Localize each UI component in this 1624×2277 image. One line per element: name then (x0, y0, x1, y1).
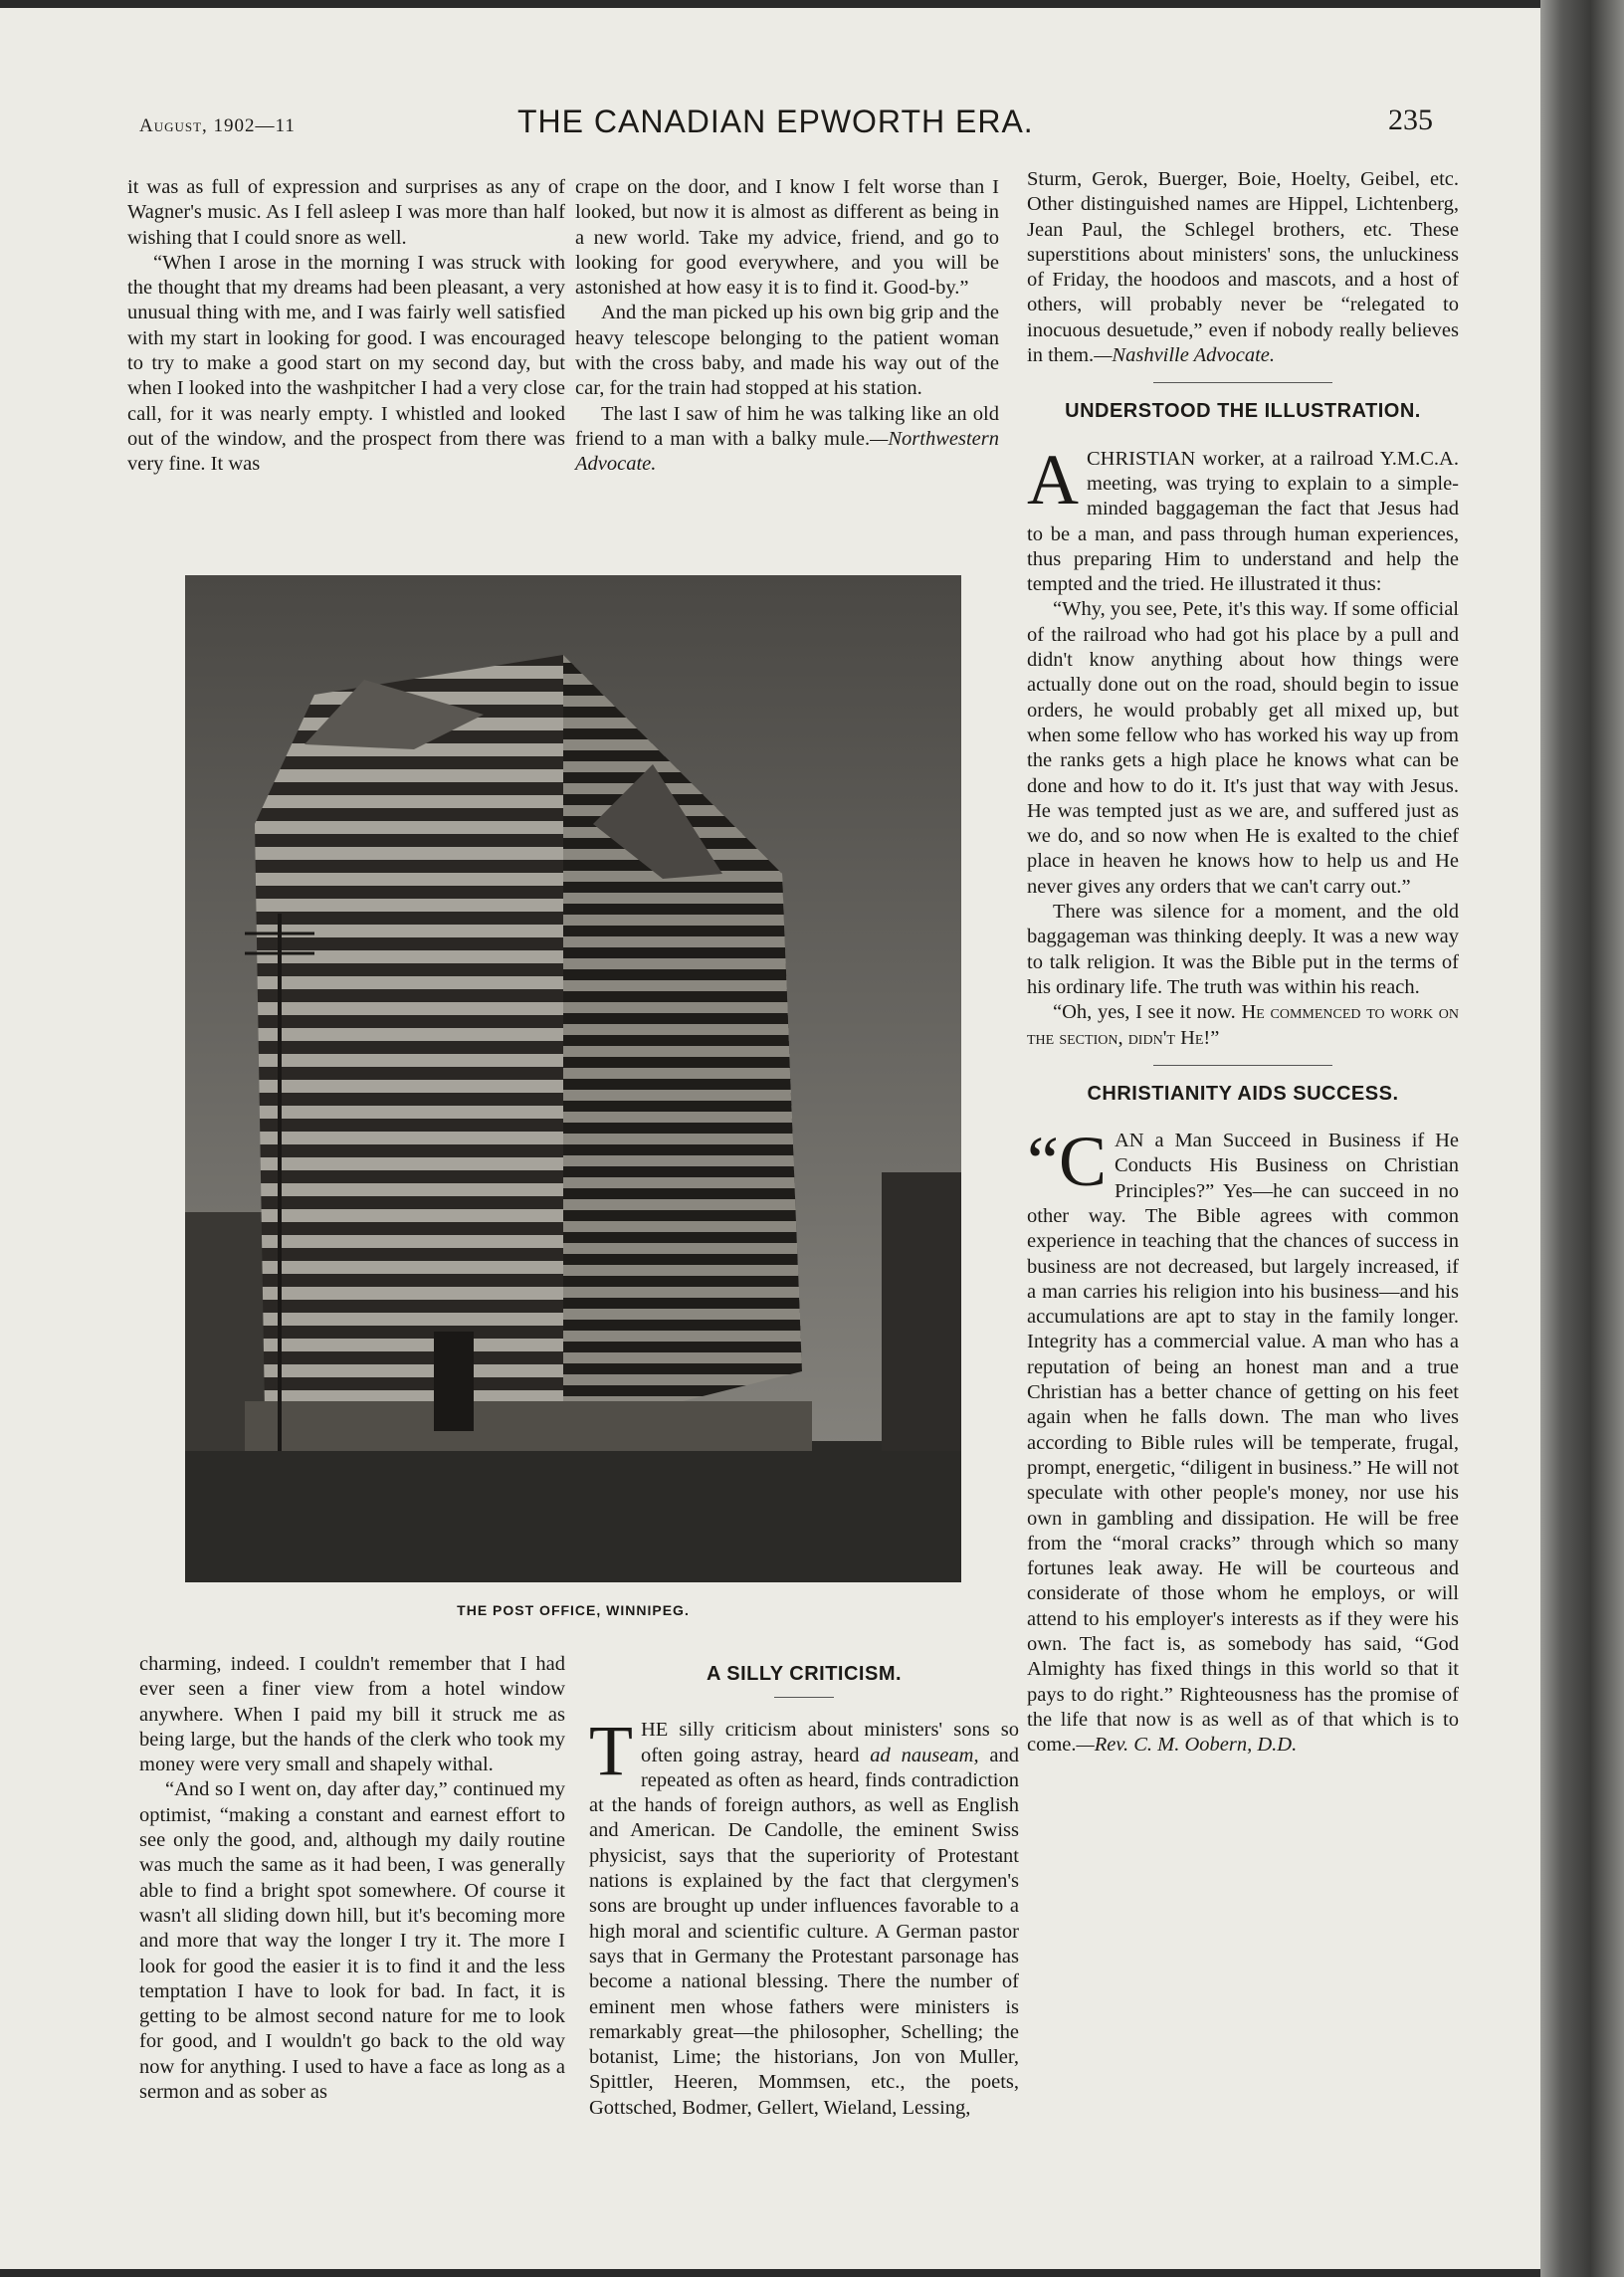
paragraph: And the man picked up his own big grip and the heavy telescope belonging to the patient woman with the cross baby, and made his way out of the car, for the train had stopped at his station. (575, 302, 999, 400)
article-heading-understood: UNDERSTOOD THE ILLUSTRATION. (1065, 400, 1421, 423)
paragraph: crape on the door, and I know I felt worse than I looked, but now it is almost as different as being in a new world. Take my advice, friend, and go to looking for good everywhere, and you will be astonished at how easy it is to find it. Good-by.” (575, 176, 999, 300)
photo-caption: THE POST OFFICE, WINNIPEG. (457, 1602, 690, 1618)
page-header (139, 104, 1433, 143)
paragraph (589, 1711, 1019, 2121)
paragraph-text: AN a Man Succeed in Business if He Conducts His Business on Christian Principles?” Yes—he can succeed in no other way. The Bible agrees with common experience in teaching that the chances of success in business are not decreased, but largely increased, if a man carries his religion into his business—and his accumulations are apt to stay in the family longer. Integrity has a commercial value. A man who has a reputation of being an honest man and a true Christian has a better chance of getting on his feet again when he falls down. The man who lives according to Bible rules will be temperate, frugal, prompt, energetic, “diligent in business.” He will not speculate with other people's money, nor use his own in gambling and dissipation. He will be free from the “moral cracks” through which so many fortunes leak away. He will be courteous and considerate of those whom he employs, or will attend to his employer's interests as if they were his own. The fact is, as somebody has said, “God Almighty has fixed things in this world so that it pays to do right.” Righteousness has the promise of the life that now is as well as of that which is to come. (1027, 1130, 1459, 1757)
drop-cap: “C (1027, 1122, 1107, 1202)
article-heading-silly-criticism: A SILLY CRITICISM. (706, 1663, 903, 1685)
paragraph-text: and repeated as often as heard, finds contradiction at the hands of foreign authors, as well as English and American. De Candolle, the eminent Swiss physicist, says that the superiority of Protestant nations is explained by the fact that clergymen's sons are brought up under influences favorable to a high moral and scientific culture. A German pastor says that in Germany the Protestant parsonage has become a national blessing. There the number of eminent men whose fathers were ministers is remarkably great—the philosopher, Schelling; the botanist, Lime; the historians, Jon von Muller, Spittler, Heeren, Mommsen, etc., the poets, Gottsched, Bodmer, Gellert, Wieland, Lessing, (589, 1744, 1019, 2119)
divider (1153, 1065, 1332, 1066)
paragraph: “And so I went on, day after day,” continued my optimist, “making a constant and earnest effort to see only the good, and, although my daily routine was much the same as it had been, I was generally able to find a bright spot somewhere. Of course it wasn't all sliding down hill, but it's becoming more and more that way the longer I try it. The more I look for good the easier it is to find it and the less temptation I have to look for bad. In fact, it is getting to be almost second nature for me to look for good, and I wouldn't go back to the old way now for anything. I used to have a face as long as a sermon and as sober as (139, 1778, 565, 2104)
drop-cap: A (1027, 439, 1079, 519)
small-caps-text: He commenced to work on the section, didn't He!” (1027, 1001, 1460, 1049)
paragraph: charming, indeed. I couldn't remember that I had ever seen a finer view from a hotel window anywhere. When I paid my bill it struck me as being large, but the hands of the clerk who took my money were very small and shapely withal. (139, 1653, 565, 1776)
issue-date: August, 1902—11 (139, 115, 296, 136)
divider (774, 1697, 834, 1698)
article-heading-christianity: CHRISTIANITY AIDS SUCCESS. (1087, 1082, 1399, 1105)
paragraph: it was as full of expression and surprises as any of Wagner's music. As I fell asleep I was more than half wishing that I could snore as well. (127, 176, 565, 249)
source-attribution: —Northwestern Advocate. (575, 427, 999, 476)
page-number: 235 (1388, 104, 1433, 136)
divider (1153, 382, 1332, 383)
paragraph (1027, 439, 1459, 598)
paragraph (575, 402, 999, 478)
column-1-bottom (139, 1652, 565, 2105)
drop-cap: T (589, 1711, 633, 1791)
paragraph-text: The last I saw of him he was talking like an old friend to a man with a balky mule. (575, 402, 999, 450)
paragraph (1027, 1122, 1459, 1758)
post-office-photo (185, 575, 961, 1582)
paragraph-text: Sturm, Gerok, Buerger, Boie, Hoelty, Geibel, etc. Other distinguished names are Hippel, Lichtenberg, Jean Paul, the Schlegel brothers, etc. These superstitions about ministers' sons, the unluckiness of Friday, the hoodoos and mascots, and a host of others, will probably never be “relegated to inocuous desuetude,” even if nobody really believes in them. (1027, 168, 1459, 367)
magazine-page (0, 8, 1540, 2269)
paragraph-text: HE silly criticism about ministers' sons so often going astray, heard (640, 1719, 1019, 1766)
paragraph: There was silence for a moment, and the old baggageman was thinking deeply. It was a new way to talk religion. It was the Bible put in the terms of his ordinary life. The truth was within his reach. (1027, 901, 1459, 998)
building-illustration (185, 575, 961, 1582)
italic-phrase: ad nauseam, (870, 1744, 979, 1766)
paragraph (1027, 1000, 1459, 1051)
source-attribution: —Rev. C. M. Oobern, D.D. (1076, 1734, 1298, 1757)
column-3 (1027, 167, 1459, 1759)
column-1-top (127, 175, 565, 478)
publication-title: THE CANADIAN EPWORTH ERA. (517, 104, 1034, 139)
paragraph-text: “Oh, yes, I see it now. (1053, 1001, 1236, 1024)
source-attribution: —Nashville Advocate. (1094, 344, 1275, 367)
paragraph: “When I arose in the morning I was struck with the thought that my dreams had been pleasant, a very unusual thing with me, and I was fairly well satisfied with my start in looking for good. I was encouraged to try to make a good start on my second day, but when I looked into the washpitcher I had a very close call, for it was nearly empty. I whistled and looked out of the window, and the prospect from there was very fine. It was (127, 251, 565, 476)
paragraph: “Why, you see, Pete, it's this way. If some official of the railroad who had got his place by a pull and didn't know anything about how things were actually done out on the road, should begin to issue orders, he would probably get all mixed up, but when some fellow who has worked his way up from the ranks gets a high place he knows what can be done and how to do it. It's just that way with Jesus. He was tempted just as we are, and suffered just as we do, and so now when He is exalted to the chief place in heaven he knows how to help us and He never gives any orders that we can't carry out.” (1027, 598, 1459, 898)
paragraph-text: CHRISTIAN worker, at a railroad Y.M.C.A. meeting, was trying to explain to a simple-minded baggageman the fact that Jesus had to be a man, and pass through human experiences, thus preparing Him to understand and help the tempted and the tried. He illustrated it thus: (1027, 447, 1459, 596)
paragraph (1027, 167, 1459, 368)
column-2-bottom (589, 1658, 1019, 2121)
column-2-top (575, 175, 999, 478)
book-edge (1540, 0, 1624, 2277)
